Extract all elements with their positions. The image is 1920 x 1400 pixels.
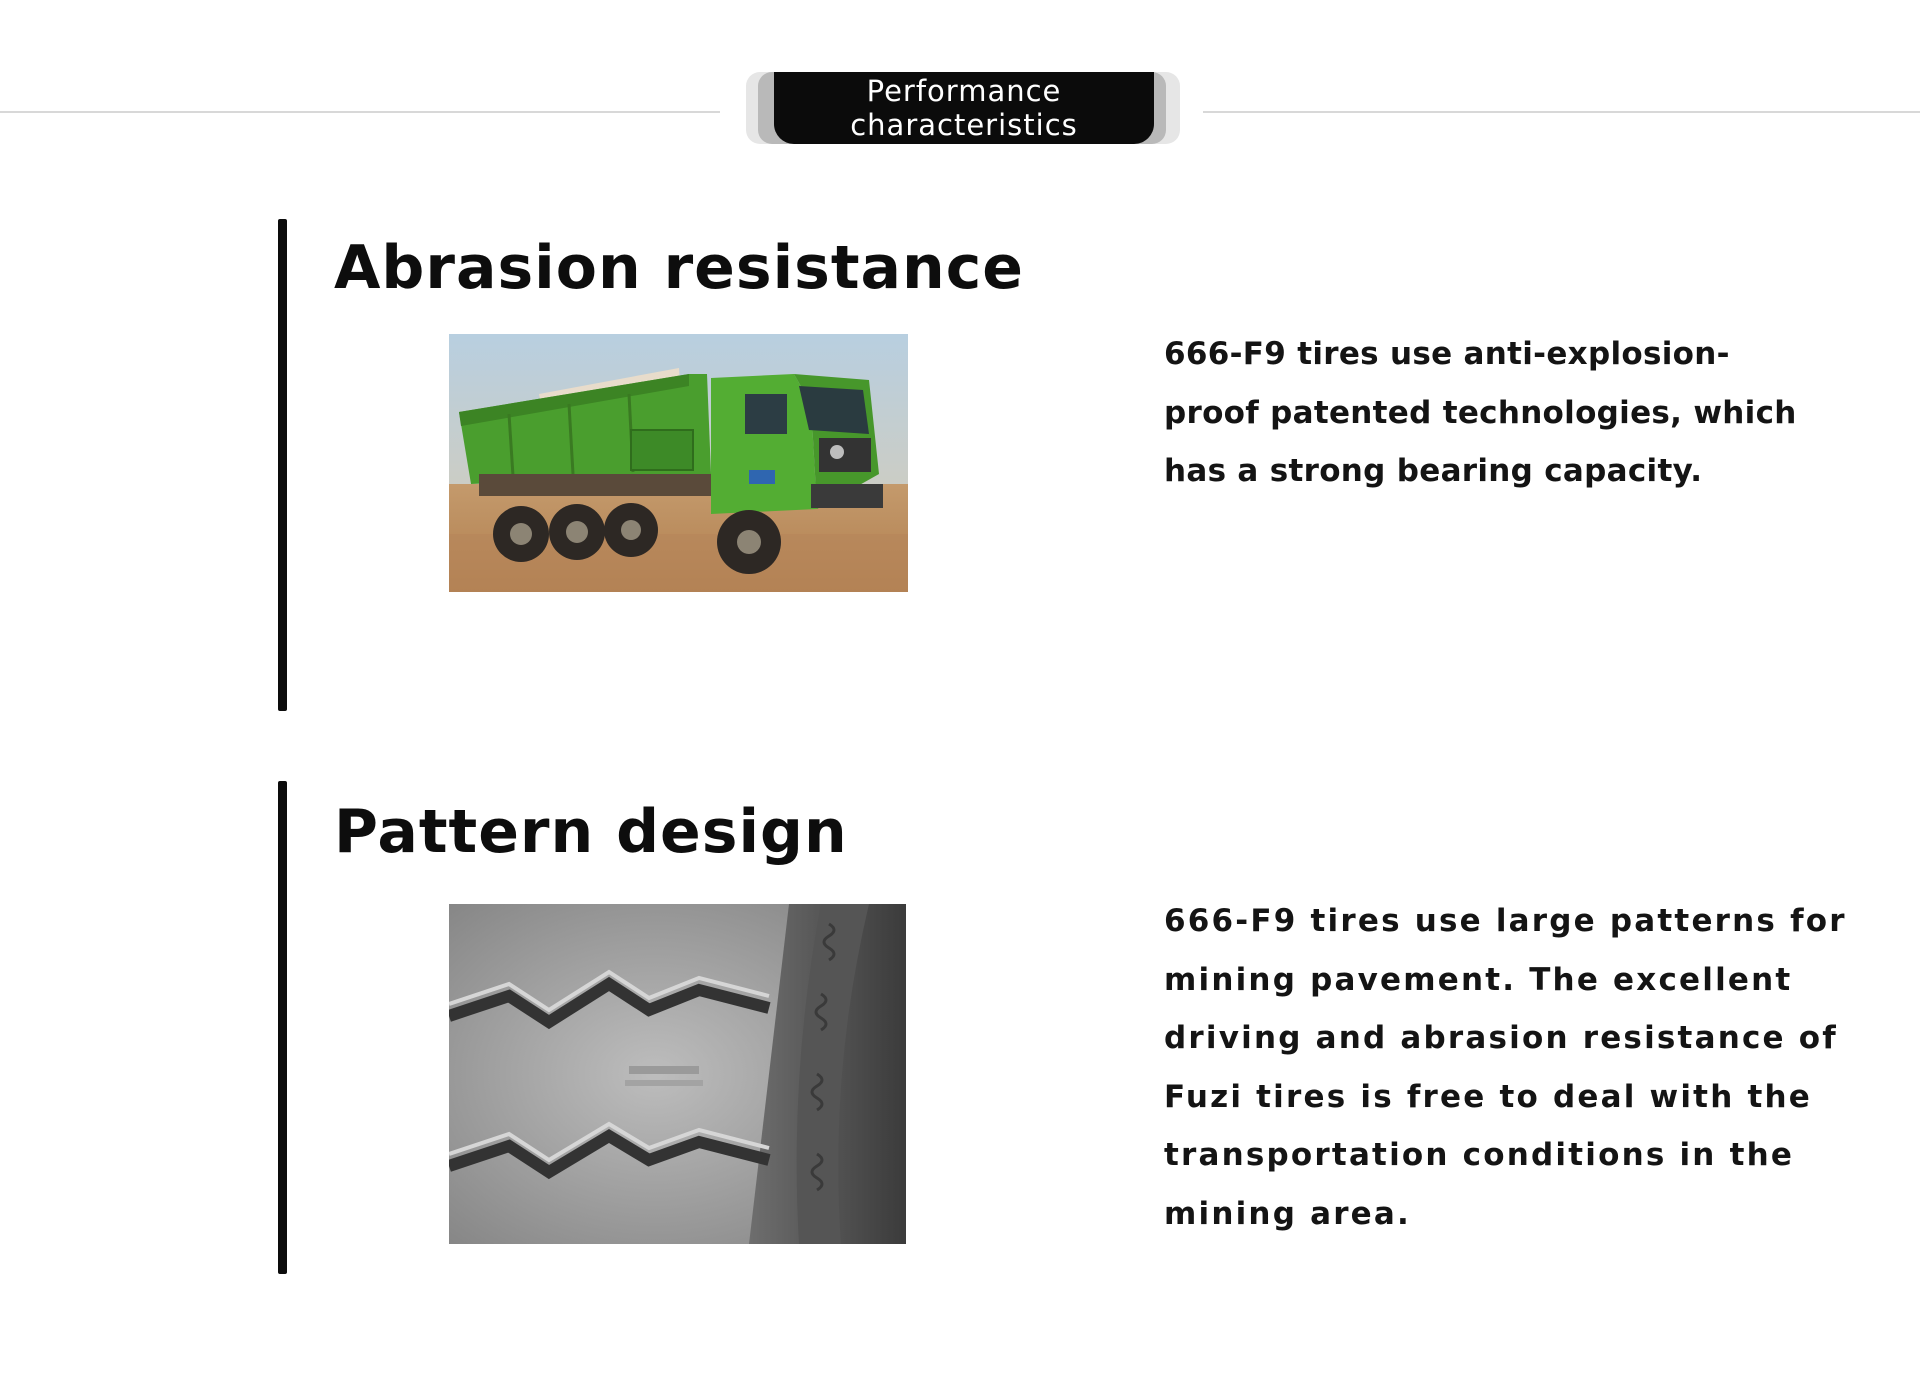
- header-rule-left: [0, 111, 720, 113]
- section-title-pattern: Pattern design: [334, 797, 848, 867]
- badge: [774, 72, 1154, 144]
- dump-truck-illustration: [449, 334, 908, 592]
- tire-tread-render: [449, 904, 906, 1244]
- section-accent-bar: [278, 781, 287, 1274]
- section-accent-bar: [278, 219, 287, 711]
- tire-tread-illustration: [449, 904, 906, 1244]
- header-rule-right: [1203, 111, 1920, 113]
- section-description-pattern: 666-F9 tires use large patterns for mining pavement. The excellent driving and abrasion resistance of Fuzi tires is free to deal with the transportation conditions in the mining area.: [1164, 903, 1847, 1232]
- badge-label: Performance characteristics: [850, 74, 1078, 142]
- dump-truck-photo: [449, 334, 908, 592]
- section-title-abrasion: Abrasion resistance: [334, 233, 1024, 303]
- section-badge: [746, 72, 1180, 144]
- section-description-abrasion: 666-F9 tires use anti-explosion-proof patented technologies, which has a strong bearing capacity.: [1164, 336, 1797, 489]
